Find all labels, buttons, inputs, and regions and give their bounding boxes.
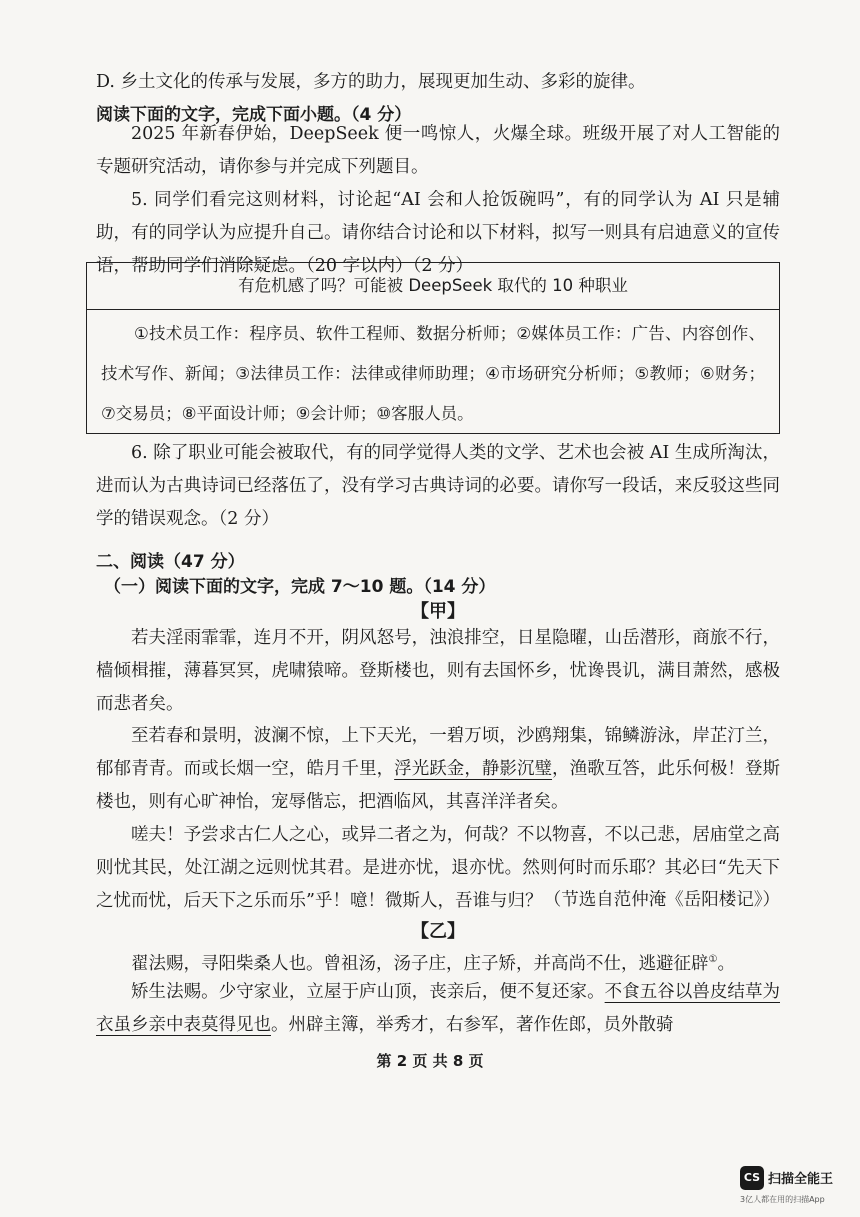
reading-paragraph: 2025 年新春伊始，DeepSeek 便一鸣惊人，火爆全球。班级开展了对人工智能的专题研究活动，请你参与并完成下列题目。	[96, 124, 780, 177]
yi-p1-part-a: 翟法赐，寻阳柴桑人也。曾祖汤，汤子庄，庄子矫，并高尚不仕，逃避征辟	[131, 953, 709, 974]
yi-p1-part-b: 。	[717, 953, 735, 974]
question-6: 6. 除了职业可能会被取代，有的同学觉得人类的文学、艺术也会被 AI 生成所淘汰，进而认为古典诗词已经落伍了，没有学习古典诗词的必要。请你写一段话，来反驳这些同学的错误观念。（2 分）	[96, 443, 780, 529]
yi-p2-part-b: 。州辟主簿，举秀才，右参军，著作佐郎，员外散骑	[271, 1015, 674, 1035]
jia-paragraph-3: 嗟夫！予尝求古仁人之心，或异二者之为，何哉？不以物喜，不以己悲，居庙堂之高则忧其民，处江湖之远则忧其君。是进亦忧，退亦忧。然则何时而乐耶？其必曰“先天下之忧而忧，后天下之乐而乐”乎！噫！微斯人，吾谁与归？	[96, 825, 780, 911]
footnote-marker: ①	[708, 954, 718, 965]
occupation-box-body: ①技术员工作：程序员、软件工程师、数据分析师；②媒体员工作：广告、内容创作、技术写作、新闻；③法律员工作：法律或律师助理；④市场研究分析师；⑤教师；⑥财务；⑦交易员；⑧平面设计师；⑨会计师；⑩客服人员。	[101, 324, 765, 423]
jia-p2-part-a: 至若春和景明，波澜不惊，上下天光，一碧万顷，沙鸥翔集，锦鳞游泳，岸芷汀兰，郁郁青青。而或长烟一空，皓月千里，	[96, 726, 780, 779]
yi-p2-underlined: 不食五谷以兽皮结草为衣虽乡亲中表莫得见也	[96, 982, 780, 1035]
jia-p2-part-b: ，渔歌互答，此乐何极！登斯楼也，则有心旷神怡，宠辱偕忘，把酒临风，其喜洋洋者矣。	[96, 759, 781, 812]
section-2-subheading: （一）阅读下面的文字，完成 7～10 题。（14 分）	[104, 577, 496, 597]
reading-intro: 阅读下面的文字，完成下面小题。（4 分）	[96, 105, 412, 125]
watermark-name: 扫描全能王	[768, 1172, 834, 1187]
section-2-heading: 二、阅读（47 分）	[96, 552, 245, 572]
yi-label: 【乙】	[411, 921, 465, 942]
question-5: 5. 同学们看完这则材料，讨论起“AI 会和人抢饭碗吗”，有的同学认为 AI 只是辅助，有的同学认为应提升自己。请你结合讨论和以下材料，拟写一则具有启迪意义的宣传语，帮助同学们消除疑虑。（20 字以内）（2 分）	[96, 190, 780, 276]
occupation-box	[86, 262, 780, 434]
jia-paragraph-2	[96, 720, 780, 819]
occupation-box-title: 有危机感了吗？可能被 DeepSeek 取代的 10 种职业	[87, 263, 779, 310]
jia-label: 【甲】	[411, 601, 465, 622]
watermark-subtitle: 3亿人都在用的扫描App	[740, 1195, 825, 1204]
jia-p2-underlined: 浮光跃金，静影沉璧	[394, 759, 553, 779]
yi-p2-part-a: 矫生法赐。少守家业，立屋于庐山顶，丧亲后，便不复还家。	[131, 982, 605, 1002]
jia-paragraph-1: 若夫淫雨霏霏，连月不开，阴风怒号，浊浪排空，日星隐曜，山岳潜形，商旅不行，樯倾楫摧，薄暮冥冥，虎啸猿啼。登斯楼也，则有去国怀乡，忧谗畏讥，满目萧然，感极而悲者矣。	[96, 628, 780, 714]
jia-source: （节选自范仲淹《岳阳楼记》）	[543, 890, 780, 910]
camscanner-logo-icon: CS	[740, 1166, 764, 1190]
yi-paragraph-2	[96, 976, 780, 1042]
scanner-watermark	[740, 1166, 850, 1210]
option-d: D. 乡土文化的传承与发展，多方的助力，展现更加生动、多彩的旋律。	[96, 72, 646, 92]
page-footer: 第 2 页 共 8 页	[376, 1052, 484, 1070]
